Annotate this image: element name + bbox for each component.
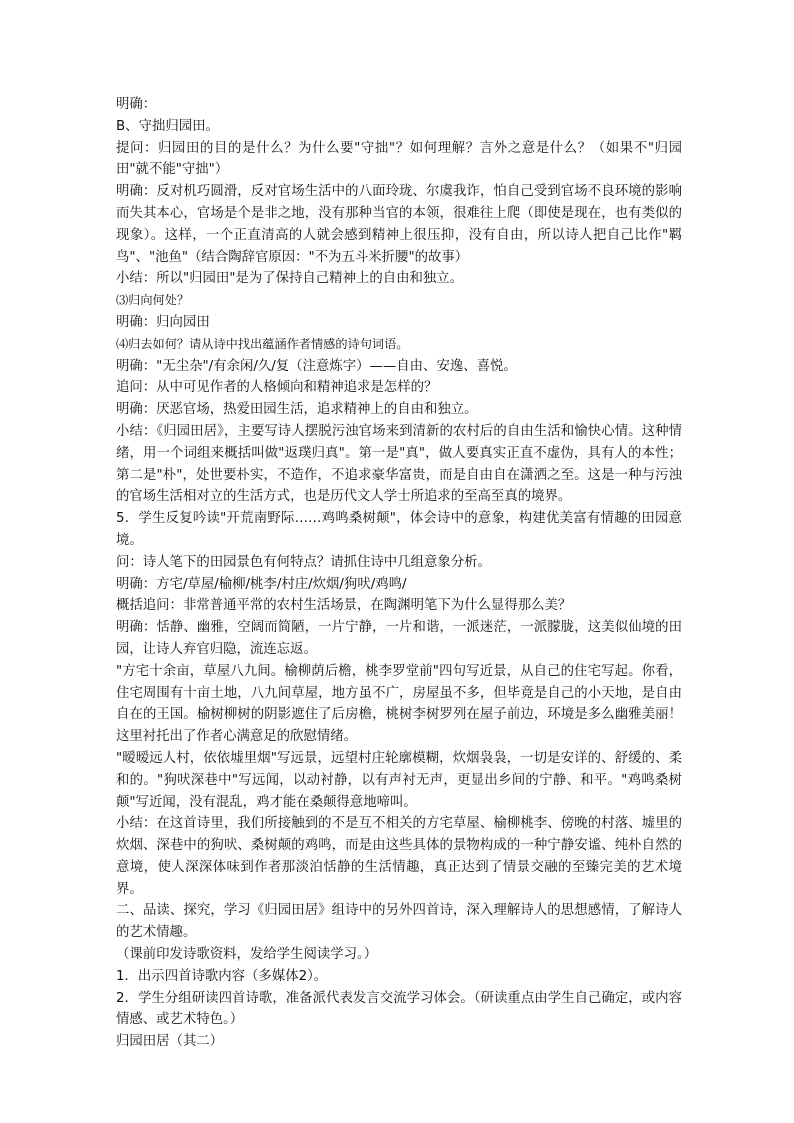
paragraph-poem-title: 归园田居（其二） [116, 1034, 224, 1050]
paragraph-analysis-near-scene: "方宅十余亩，草屋八九间。榆柳荫后檐，桃李罗堂前"四句写近景，从自己的住宅写起。你看，住宅周围有十亩土地，八九间草屋，地方虽不广，房屋虽不多，但毕竟是自己的小天地，是自由自在的王国。榆树柳树的阴影遮住了后房檐，桃树李树罗列在屋子前边，环境是多么幽雅美丽！这里衬托出了作者心满意足的欣慰情绪。 [116, 663, 682, 745]
paragraph-summary-return-to-nature: 小结：《归园田居》，主要写诗人摆脱污浊官场来到清新的农村后的自由生活和愉快心情。这种情绪，用一个词组来概括叫做"返璞归真"。第一是"真"，做人要真实正直不虚伪，具有人的本性；第二是"朴"，处世要朴实，不造作，不追求豪华富贵，而是自由自在潇洒之至。这是一种与污浊的官场生活相对立的生活方式，也是历代文人学士所追求的至高至真的境界。 [116, 423, 682, 505]
paragraph-analysis-far-scene: "暧暧远人村，依依墟里烟"写远景，远望村庄轮廓模糊，炊烟袅袅，一切是安详的、舒缓的、柔和的。"狗吠深巷中"写远闻，以动衬静，以有声衬无声，更显出乡间的宁静、和平。"鸡鸣桑树颠"写近闻，没有混乱，鸡才能在桑颠得意地啼叫。 [116, 750, 682, 810]
paragraph-answer-where: 明确：归向园田 [116, 314, 210, 330]
paragraph-step-1: 1．出示四首诗歌内容（多媒体2）。 [116, 968, 328, 984]
paragraph-answer-words: 明确："无尘杂"/有余闲/久/复（注意炼字）——自由、安逸、喜悦。 [116, 358, 517, 374]
paragraph-section-b: B、守拙归园田。 [116, 118, 219, 134]
paragraph-step-2: 2．学生分组研读四首诗歌，准备派代表发言交流学习体会。（研读重点由学生自己确定，或内容情感、或艺术特色。） [116, 990, 682, 1028]
paragraph-summary-freedom: 小结：所以"归园田"是为了保持自己精神上的自由和独立。 [116, 271, 464, 287]
paragraph-answer-beauty: 明确：恬静、幽雅，空阔而简陋，一片宁静，一片和谐，一派迷茫，一派朦胧，这美似仙境的田园，让诗人弃官归隐，流连忘返。 [116, 620, 682, 657]
paragraph-answer-label: 明确： [116, 97, 157, 112]
paragraph-step-5: 5．学生反复吟读"开荒南野际……鸡鸣桑树颠"，体会诗中的意象，构建优美富有情趣的田园意境。 [116, 511, 682, 548]
paragraph-summary-artistic: 小结：在这首诗里，我们所接触到的不是互不相关的方宅草屋、榆柳桃李、傍晚的村落、墟里的炊烟、深巷中的狗吠、桑树颠的鸡鸣，而是由这些具体的景物构成的一种宁静安谧、纯朴自然的意境，使人深深体味到作者那淡泊恬静的生活情趣，真正达到了情景交融的至臻完美的艺术境界。 [116, 816, 682, 897]
paragraph-section-two: 二、品读、探究，学习《归园田居》组诗中的另外四首诗，深入理解诗人的思想感情，了解诗人的艺术情趣。 [116, 903, 682, 941]
paragraph-question-where: ⑶归向何处？ [116, 293, 190, 308]
paragraph-followup-question: 追问：从中可见作者的人格倾向和精神追求是怎样的？ [116, 380, 438, 396]
document-body [116, 94, 682, 1053]
paragraph-question-scenery: 问：诗人笔下的田园景色有何特点？请抓住诗中几组意象分析。 [116, 554, 491, 570]
paragraph-summary-question: 概括追问：非常普通平常的农村生活场景，在陶渊明笔下为什么显得那么美？ [116, 598, 572, 614]
paragraph-question-how: ⑷归去如何？请从诗中找出蕴涵作者情感的诗句词语。 [116, 336, 409, 351]
paragraph-answer-imagery: 明确：方宅/草屋/榆柳/桃李/村庄/炊烟/狗吠/鸡鸣/ [116, 576, 407, 592]
paragraph-preclass-note: （课前印发诗歌资料，发给学生阅读学习。） [116, 947, 378, 963]
paragraph-answer-official-life: 明确：反对机巧圆滑，反对官场生活中的八面玲珑、尔虞我诈，怕自己受到官场不良环境的影响而失其本心，官场是个是非之地，没有那种当官的本领，很难往上爬（即使是现在，也有类似的现象）。这样，一个正直清高的人就会感到精神上很压抑，没有自由，所以诗人把自己比作"羁鸟"、"池鱼"（结合陶辞官原因："不为五斗米折腰"的故事） [116, 184, 682, 265]
paragraph-question-shouzhuo: 提问：归园田的目的是什么？为什么要"守拙"？如何理解？言外之意是什么？（如果不"归园田"就不能"守拙"） [116, 140, 682, 178]
paragraph-answer-pursuit: 明确：厌恶官场，热爱田园生活，追求精神上的自由和独立。 [116, 402, 478, 418]
